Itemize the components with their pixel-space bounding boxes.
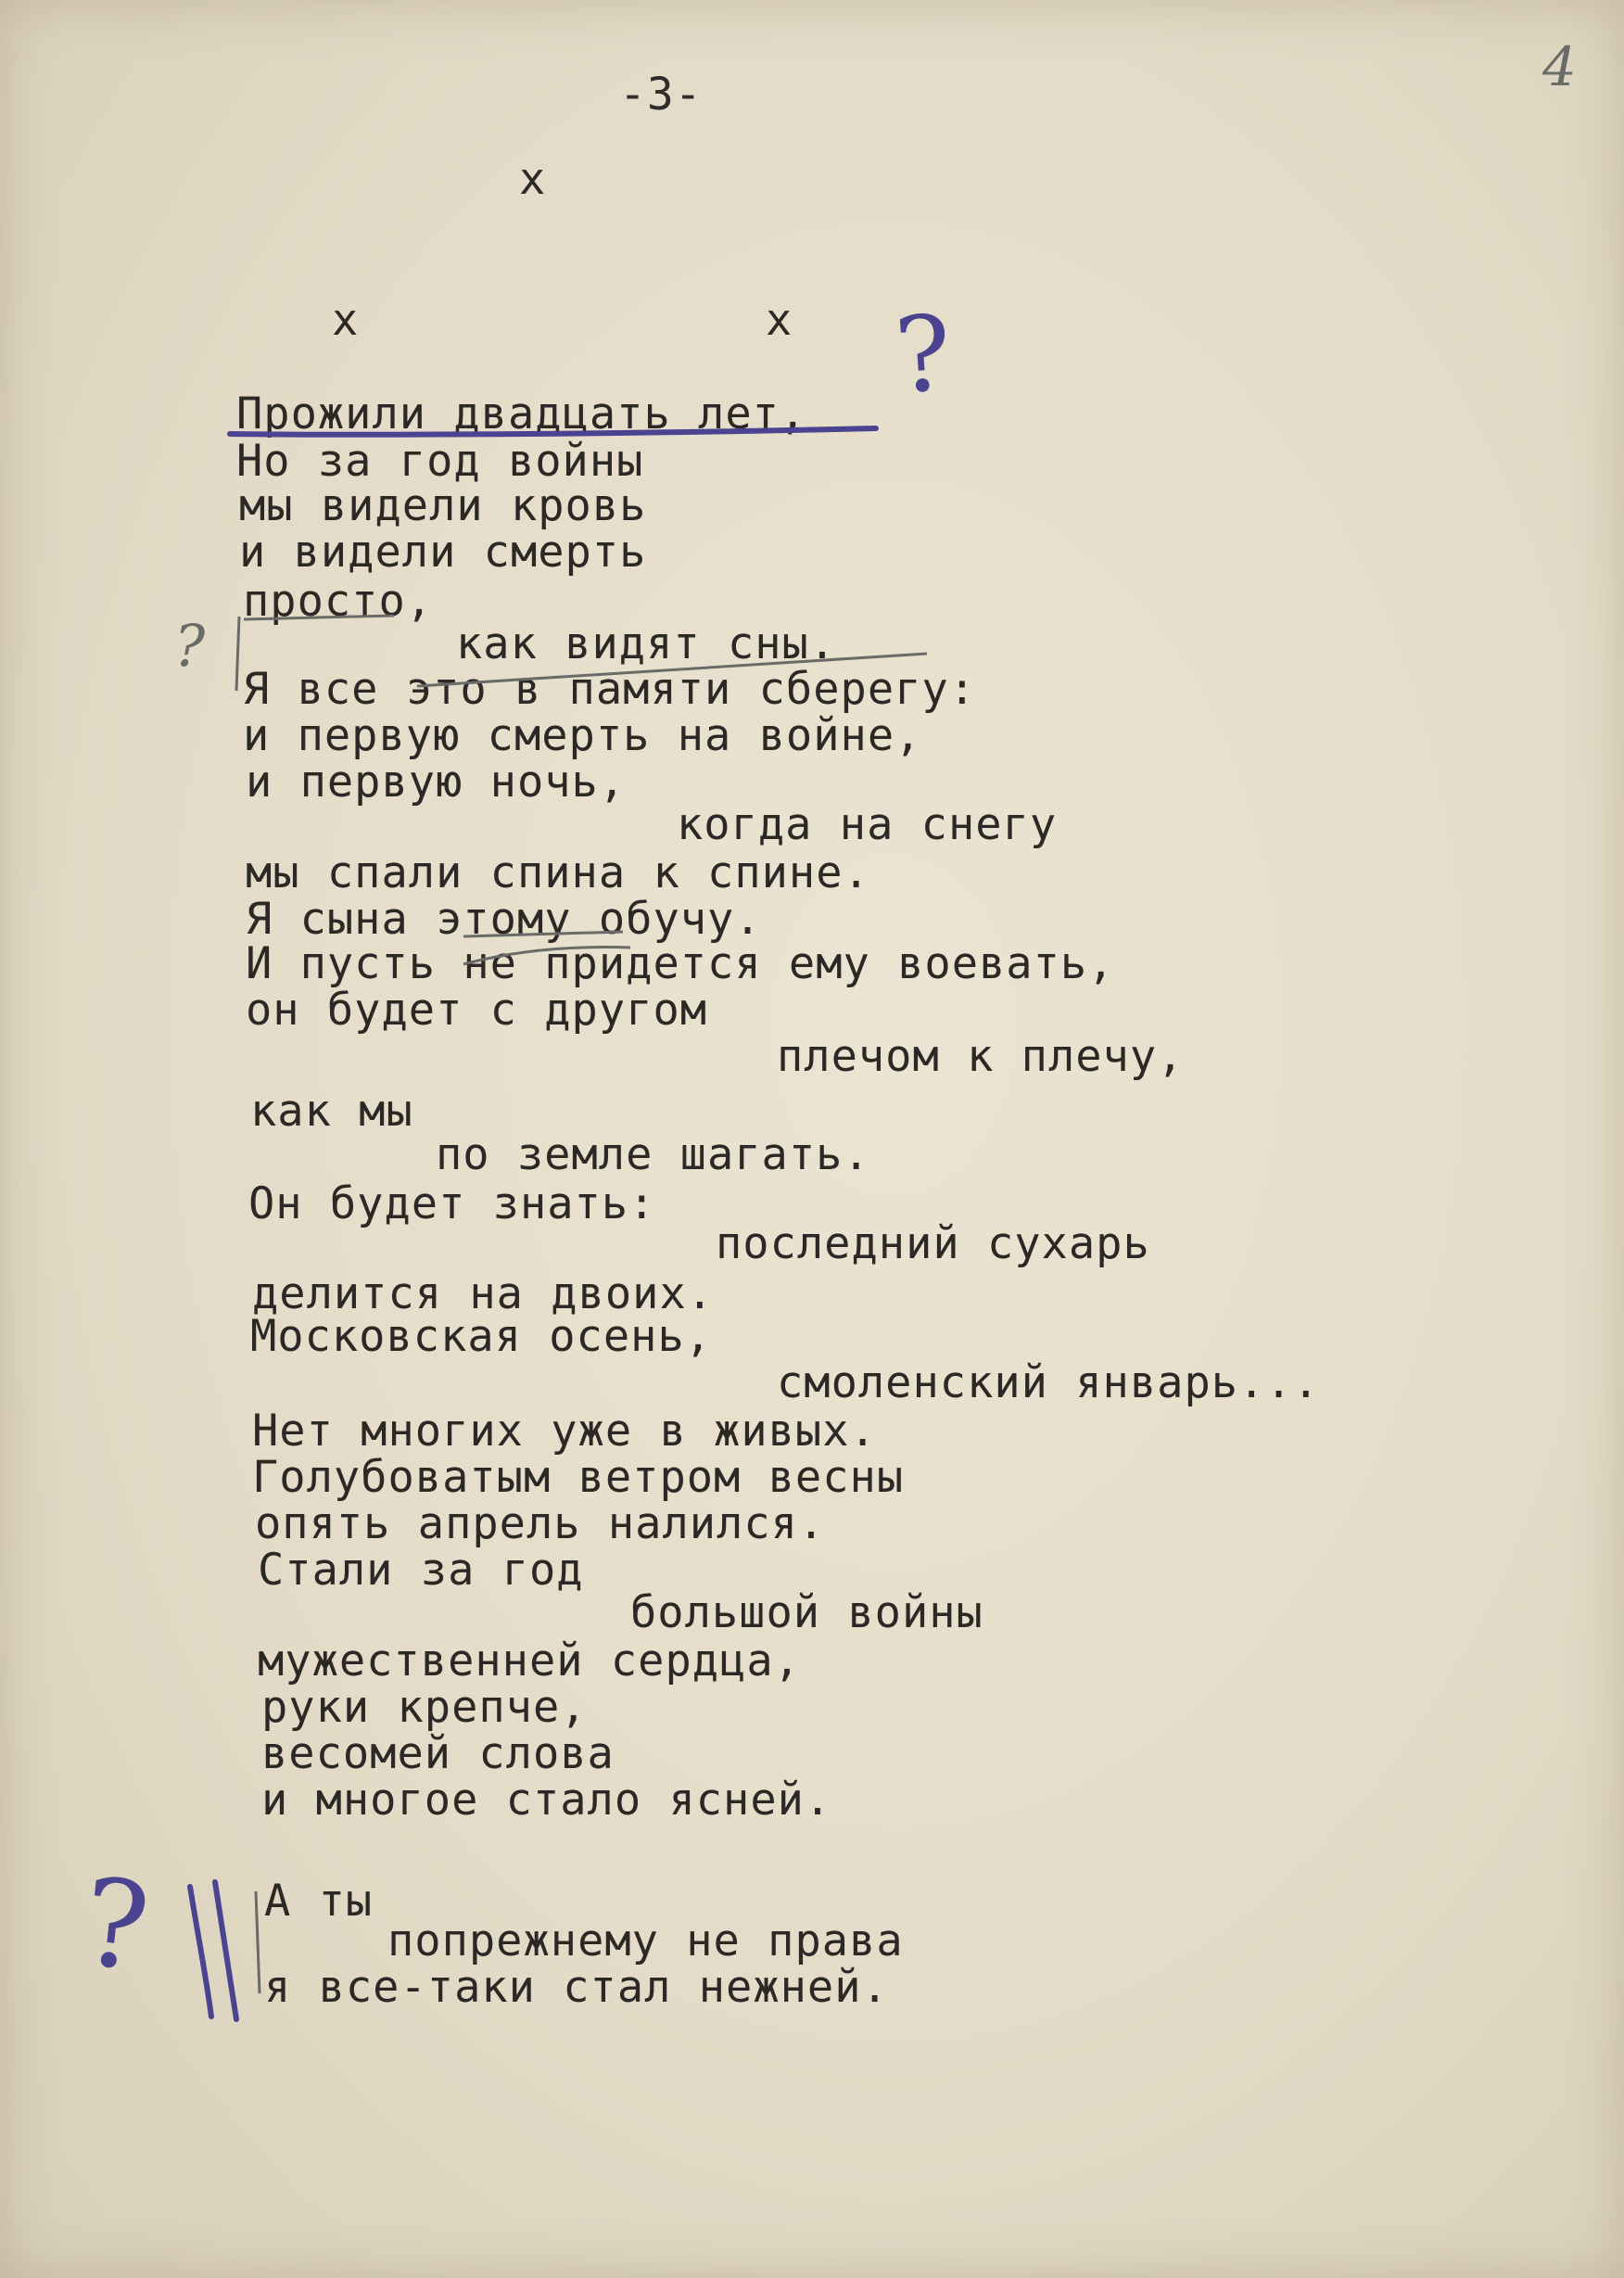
poem-line: и первую ночь,	[246, 757, 627, 808]
poem-line: Голубоватым ветром весны	[252, 1452, 905, 1503]
poem-line: Московская осень,	[250, 1311, 713, 1362]
poem-line: мы видели кровь	[239, 480, 647, 531]
poem-line: мы спали спина к спине.	[246, 847, 870, 898]
separator-mark-right: x	[766, 295, 793, 346]
poem-line: последний сухарь	[716, 1218, 1150, 1269]
page-number: -3-	[619, 69, 703, 121]
poem-line: как мы	[250, 1086, 413, 1137]
separator-mark-top: x	[519, 154, 547, 205]
pencil-margin-bracket	[236, 617, 239, 691]
poem-line: делится на двоих.	[252, 1268, 715, 1319]
poem-line: Я все это в памяти сберегу:	[243, 664, 977, 715]
pencil-question-mark: ?	[174, 612, 206, 680]
poem-line: опять апрель налился.	[255, 1498, 826, 1549]
poem-line: Но за год войны	[236, 436, 644, 487]
final-stanza-line: попрежнему не права	[387, 1915, 904, 1966]
final-stanza-line: А ты	[264, 1876, 374, 1927]
poem-line: Он будет знать:	[248, 1178, 656, 1229]
margin-bar	[190, 1887, 211, 2017]
poem-line: руки крепче,	[261, 1682, 588, 1733]
margin-bar	[215, 1882, 236, 2019]
poem-line: плечом к плечу,	[777, 1031, 1185, 1082]
poem-line: и многое стало ясней.	[261, 1775, 832, 1826]
poem-line: Стали за год	[258, 1545, 584, 1596]
poem-line: Нет многих уже в живых.	[252, 1406, 877, 1457]
poem-line: И пусть не придется ему воевать,	[246, 938, 1115, 989]
pencil-page-mark: 4	[1542, 35, 1577, 98]
poem-line: большой войны	[630, 1587, 983, 1638]
final-stanza-line: я все-таки стал нежней.	[264, 1962, 889, 2013]
poem-line: мужественней сердца,	[258, 1635, 801, 1686]
poem-line: и первую смерть на войне,	[243, 710, 922, 761]
margin-question-mark: ?	[76, 1851, 156, 1999]
poem-line: весомей слова	[261, 1728, 615, 1779]
poem-line: он будет с другом	[246, 985, 708, 1036]
question-mark-title-annotation: ?	[891, 293, 956, 417]
poem-line: смоленский январь...	[777, 1357, 1320, 1408]
poem-line: как видят сны.	[456, 618, 837, 669]
poem-line: когда на снегу	[677, 799, 1058, 850]
poem-line: просто,	[243, 576, 434, 627]
separator-mark-left: x	[332, 295, 360, 346]
poem-line: и видели смерть	[239, 527, 647, 578]
poem-line: Я сына этому обучу.	[246, 894, 762, 945]
pencil-margin-bar	[256, 1891, 260, 1993]
poem-line: Прожили двадцать лет,	[236, 388, 807, 439]
poem-line: по земле шагать.	[436, 1129, 870, 1180]
